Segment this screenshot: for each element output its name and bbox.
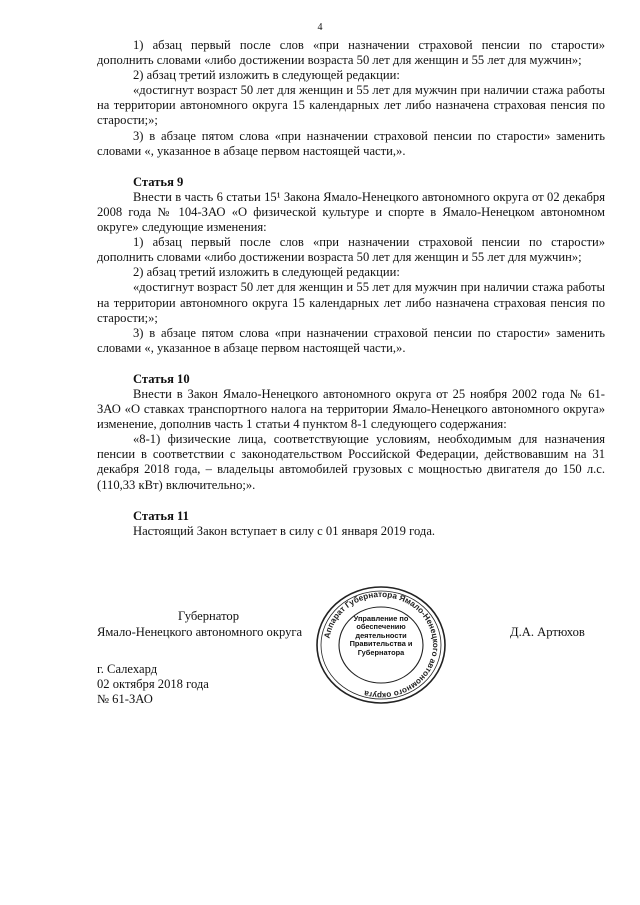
article-heading: Статья 9 [133, 174, 184, 189]
document-body [97, 38, 605, 539]
signature-title-line1: Губернатор [178, 609, 239, 623]
paragraph: 1) абзац первый после слов «при назначении страховой пенсии по старости» дополнить словами «либо достижении возраста 50 лет для женщин и 55 лет для мужчин»; [97, 38, 605, 68]
article-heading: Статья 11 [133, 508, 189, 523]
seal-inner-text: Управление по обеспечению деятельности Правительства и Губернатора [349, 614, 413, 657]
official-seal [314, 585, 448, 705]
paragraph: 3) в абзаце пятом слова «при назначении страховой пенсии по старости» заменить словами «, указанное в абзаце первом настоящей части,». [97, 128, 605, 158]
footer-date: 02 октября 2018 года [97, 677, 209, 691]
paragraph: 2) абзац третий изложить в следующей редакции: [133, 68, 400, 83]
paragraph: Внести в часть 6 статьи 15¹ Закона Ямало-Ненецкого автономного округа от 02 декабря 2008 года № 104-ЗАО «О физической культуре и спорте в Ямало-Ненецком автономном округе» следующие изменения: [97, 189, 605, 235]
paragraph: Внести в Закон Ямало-Ненецкого автономного округа от 25 ноября 2002 года № 61-ЗАО «О ставках транспортного налога на территории Ямало-Ненецкого автономного округа» изменение, дополнив часть 1 статьи 4 пунктом 8-1 следующего содержания: [97, 386, 605, 432]
signature-name: Д.А. Артюхов [510, 625, 585, 639]
paragraph: «8-1) физические лица, соответствующие условиям, необходимым для назначения пенсии в соответствии с законодательством Российской Федерации, действовавшим на 31 декабря 2018 года, – владельцы автомобилей грузовых с мощностью двигателя до 150 л.с. (110,33 кВт) включительно;». [97, 432, 605, 492]
paragraph: 3) в абзаце пятом слова «при назначении страховой пенсии по старости» заменить словами «, указанное в абзаце первом настоящей части,». [97, 325, 605, 355]
footer-city: г. Салехард [97, 662, 158, 676]
signature-title-line2: Ямало-Ненецкого автономного округа [97, 625, 303, 639]
paragraph: «достигнут возраст 50 лет для женщин и 55 лет для мужчин при наличии стажа работы на территории автономного округа 15 календарных лет либо назначена страховая пенсия по старости;»; [97, 280, 605, 325]
footer-law-number: № 61-ЗАО [97, 692, 153, 706]
paragraph: Настоящий Закон вступает в силу с 01 января 2019 года. [133, 523, 436, 538]
article-heading: Статья 10 [133, 371, 190, 386]
page-number: 4 [317, 22, 323, 33]
paragraph: «достигнут возраст 50 лет для женщин и 55 лет для мужчин при наличии стажа работы на территории автономного округа 15 календарных лет либо назначена страховая пенсия по старости;»; [97, 83, 605, 128]
paragraph: 2) абзац третий изложить в следующей редакции: [133, 265, 400, 280]
paragraph: 1) абзац первый после слов «при назначении страховой пенсии по старости» дополнить словами «либо достижении возраста 50 лет для женщин и 55 лет для мужчин»; [97, 235, 605, 265]
seal-ring-text: Аппарат Губернатора Ямало-Ненецкого автономного округа [322, 589, 441, 701]
